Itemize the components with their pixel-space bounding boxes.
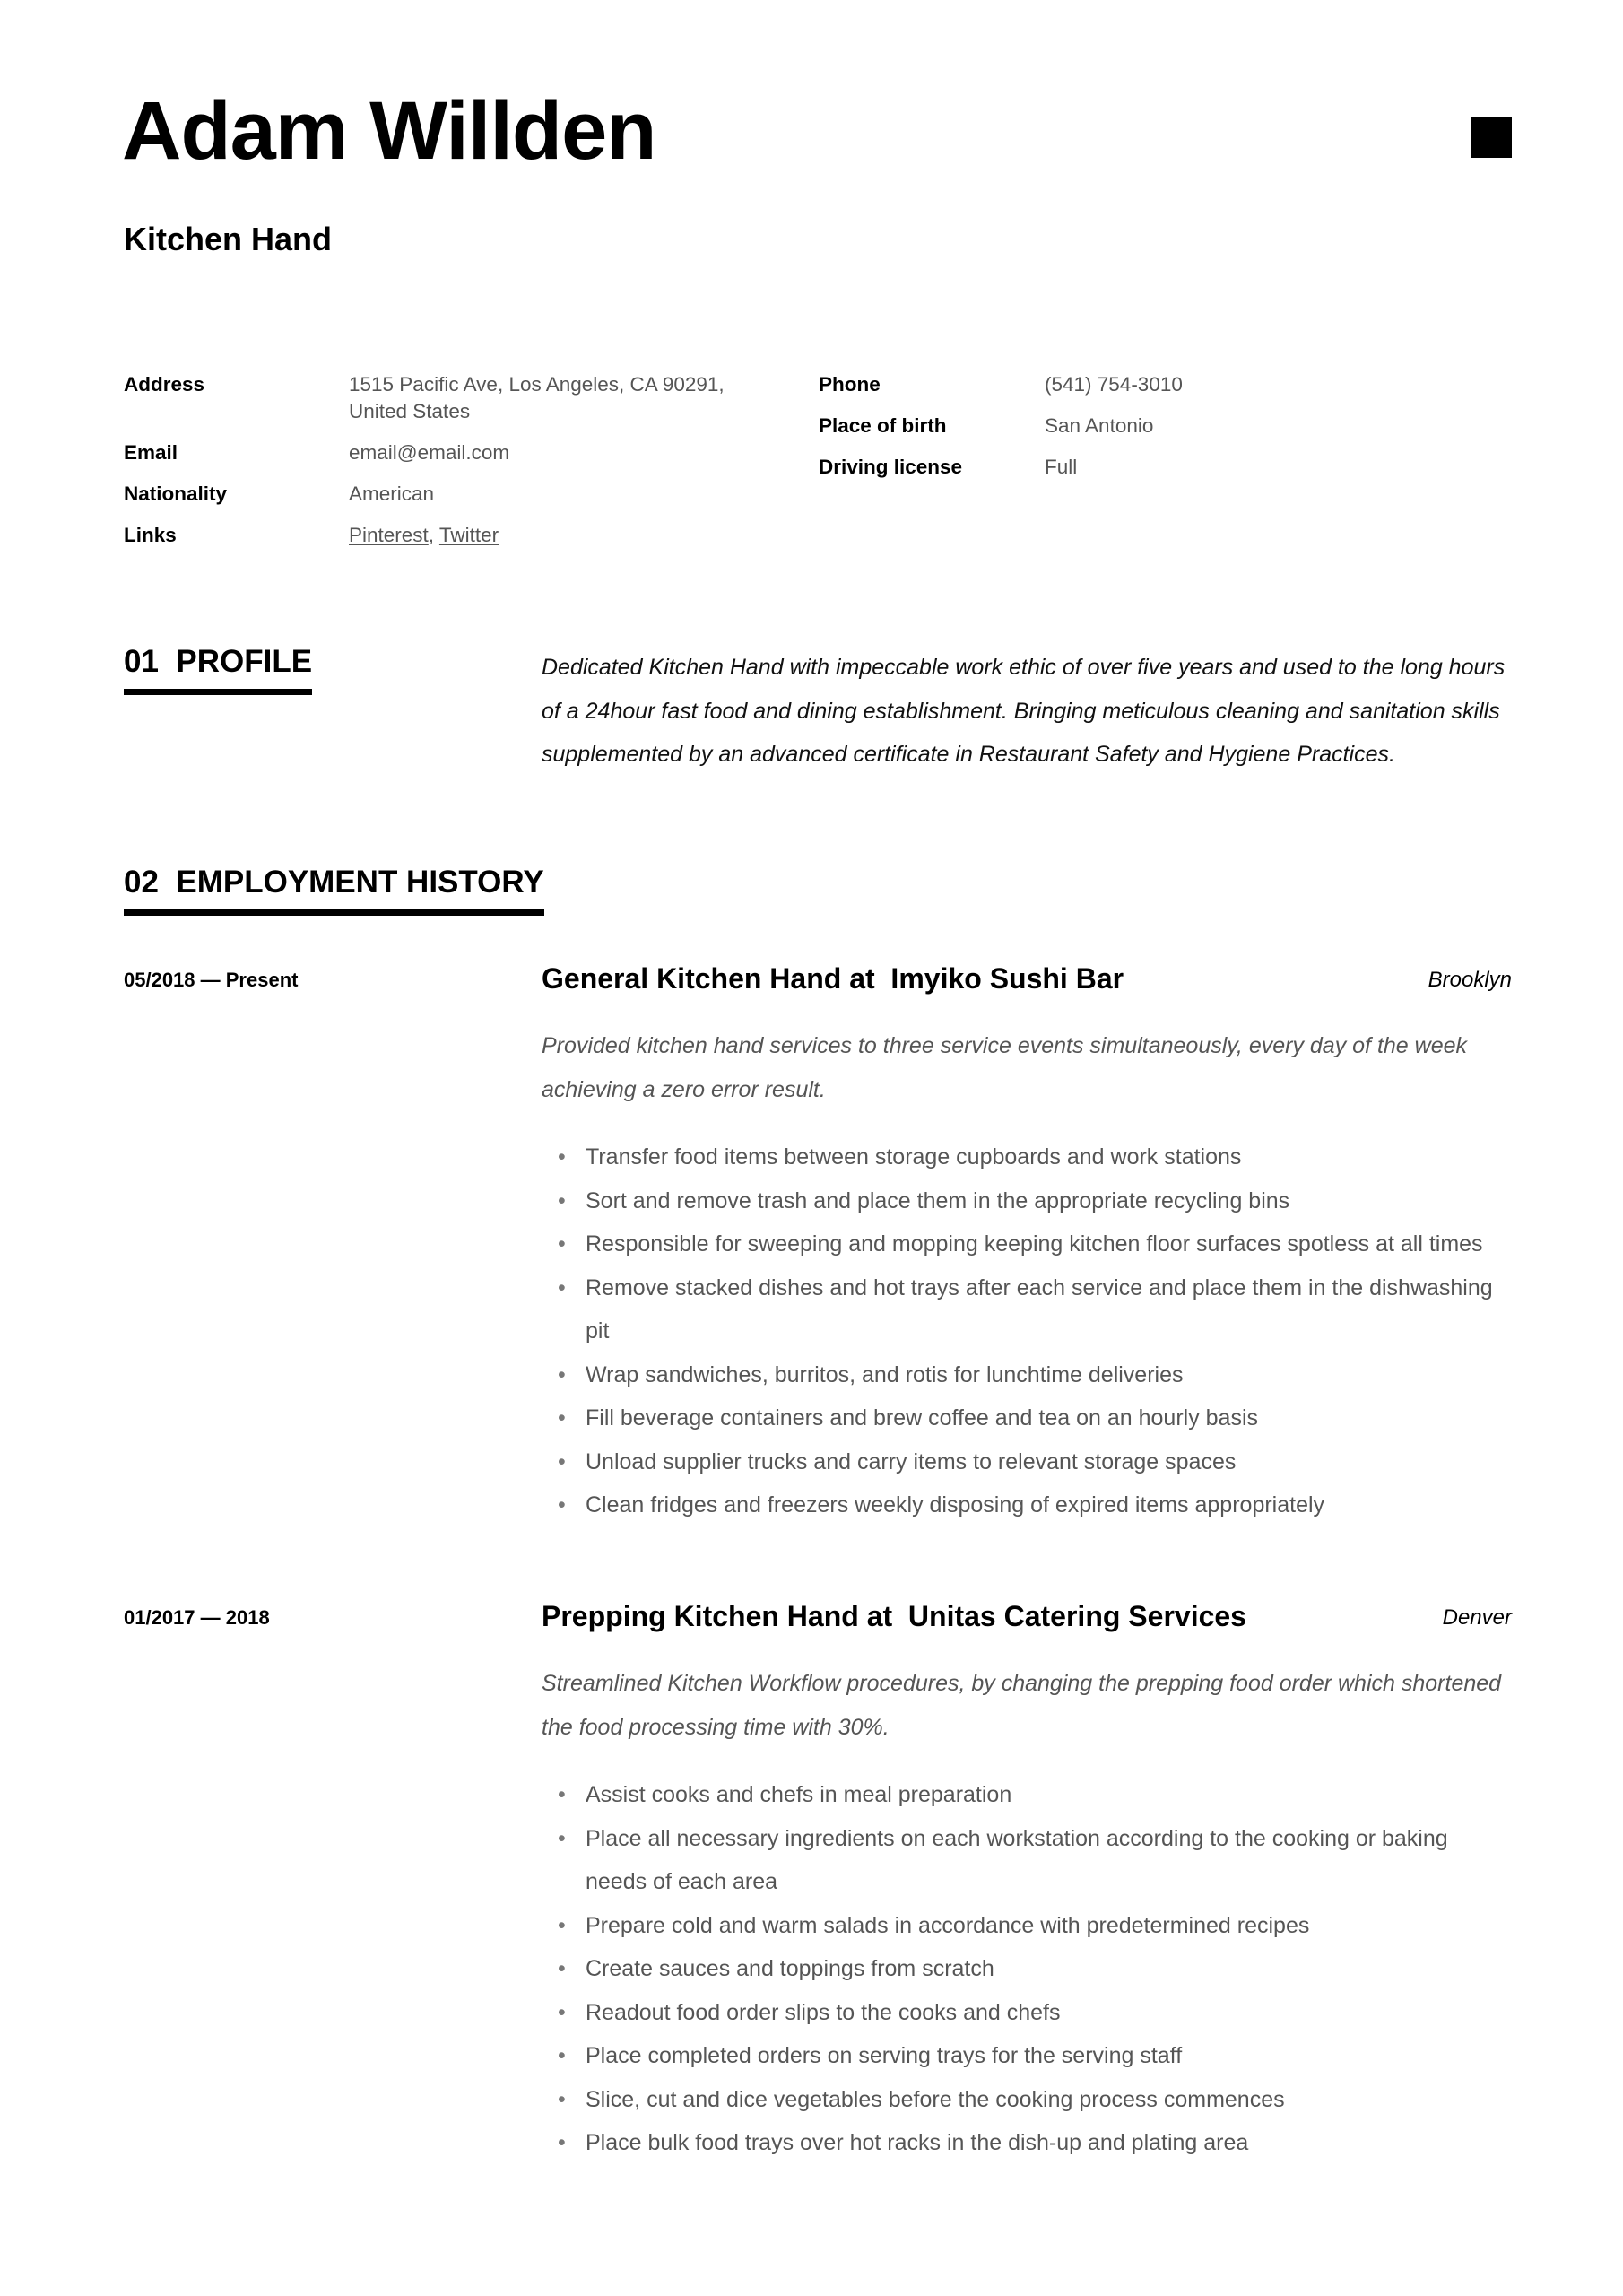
list-item: • Prepare cold and warm salads in accordance with predetermined recipes — [542, 1904, 1514, 1948]
list-item: • Remove stacked dishes and hot trays after each service and place them in the dishwashing pit — [542, 1266, 1514, 1353]
job-dates: 05/2018 — Present — [124, 969, 299, 991]
pinterest-link[interactable]: Pinterest — [349, 524, 429, 546]
phone-value: (541) 754-3010 — [1045, 373, 1183, 396]
list-item: • Readout food order slips to the cooks and chefs — [542, 1991, 1514, 2035]
phone-label: Phone — [819, 373, 881, 396]
job-title: General Kitchen Hand at Imyiko Sushi Bar — [542, 962, 1124, 995]
job-dates: 01/2017 — 2018 — [124, 1606, 270, 1629]
links-label: Links — [124, 524, 177, 546]
list-item: • Clean fridges and freezers weekly disposing of expired items appropriately — [542, 1483, 1514, 1527]
list-item: • Place all necessary ingredients on each workstation according to the cooking or baking needs of each area — [542, 1817, 1514, 1904]
address-value: 1515 Pacific Ave, Los Angeles, CA 90291, United States — [349, 373, 725, 422]
email-value: email@email.com — [349, 441, 510, 464]
job-duties — [542, 1135, 1514, 1527]
job-city: Brooklyn — [1428, 968, 1512, 992]
birth-label: Place of birth — [819, 414, 947, 437]
profile-text: Dedicated Kitchen Hand with impeccable work ethic of over five years and used to the long hours of a 24hour fast food and dining establishment. Bringing meticulous cleaning and sanitation skills supplemented by an advanced certificate in Restaurant Safety and Hygiene Practices. — [542, 655, 1506, 767]
nationality-label: Nationality — [124, 483, 228, 505]
list-item: • Create sauces and toppings from scratch — [542, 1947, 1514, 1991]
profile-heading: 01 PROFILE — [124, 644, 312, 695]
list-item: • Wrap sandwiches, burritos, and rotis for lunchtime deliveries — [542, 1353, 1514, 1397]
job-description: Provided kitchen hand services to three service events simultaneously, every day of the week achieving a zero error result. — [542, 1033, 1468, 1102]
candidate-job-title: Kitchen Hand — [124, 221, 333, 257]
decorative-square-icon — [1471, 117, 1512, 158]
list-item: • Place bulk food trays over hot racks in the dish-up and plating area — [542, 2121, 1514, 2165]
address-label: Address — [124, 373, 205, 396]
list-item: • Place completed orders on serving trays for the serving staff — [542, 2034, 1514, 2078]
job-city: Denver — [1442, 1605, 1512, 1630]
job-description: Streamlined Kitchen Workflow procedures, by changing the prepping food order which shortened the food processing time with 30%. — [542, 1671, 1502, 1740]
links-value — [349, 522, 499, 549]
license-value: Full — [1045, 456, 1078, 478]
list-item: • Sort and remove trash and place them in the appropriate recycling bins — [542, 1179, 1514, 1223]
job-duties — [542, 1773, 1514, 2165]
list-item: • Unload supplier trucks and carry items to relevant storage spaces — [542, 1440, 1514, 1484]
nationality-value: American — [349, 483, 435, 505]
twitter-link[interactable]: Twitter — [438, 524, 499, 546]
list-item: • Fill beverage containers and brew coffee and tea on an hourly basis — [542, 1396, 1514, 1440]
list-item: • Responsible for sweeping and mopping keeping kitchen floor surfaces spotless at all times — [542, 1222, 1514, 1266]
candidate-name: Adam Willden — [122, 85, 656, 177]
list-item: • Slice, cut and dice vegetables before the cooking process commences — [542, 2078, 1514, 2122]
birth-value: San Antonio — [1045, 414, 1154, 437]
license-label: Driving license — [819, 456, 963, 478]
job-title: Prepping Kitchen Hand at Unitas Catering Services — [542, 1600, 1246, 1632]
list-item: • Transfer food items between storage cupboards and work stations — [542, 1135, 1514, 1179]
link-separator: , — [428, 524, 439, 546]
email-label: Email — [124, 441, 178, 464]
employment-heading: 02 EMPLOYMENT HISTORY — [124, 865, 544, 916]
list-item: • Assist cooks and chefs in meal preparation — [542, 1773, 1514, 1817]
